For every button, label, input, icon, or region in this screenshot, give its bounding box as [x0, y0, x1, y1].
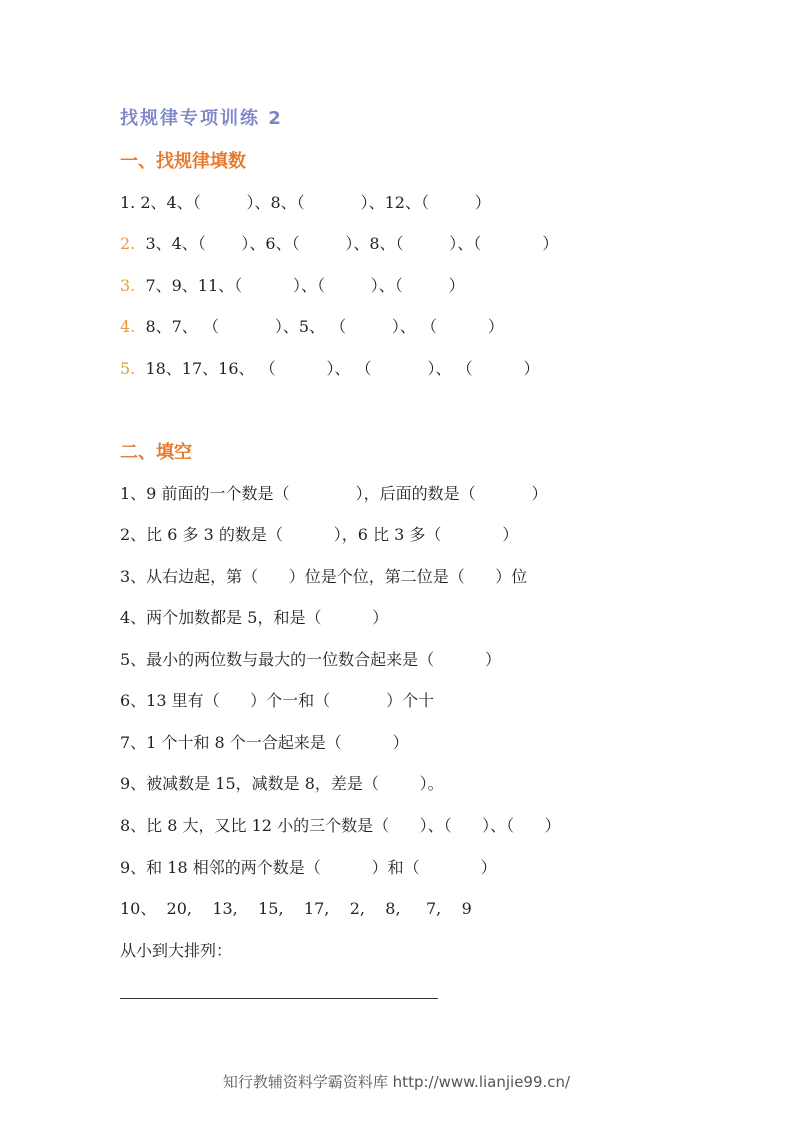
section-heading-fill-blank: 二、填空 — [120, 442, 192, 463]
question-number: 1. — [120, 193, 136, 212]
question-text: 3、4、（ ）、6、（ ）、8、（ ）、（ ） — [135, 234, 559, 253]
footer-watermark: 知行教辅资料学霸资料库 http://www.lianjie99.cn/ — [222, 1073, 571, 1091]
fill-question-3: 3、从右边起，第（ ）位是个位，第二位是（ ）位 — [120, 567, 528, 586]
fill-question-7: 7、1 个十和 8 个一合起来是（ ） — [120, 733, 409, 752]
fill-question-4: 4、两个加数都是 5，和是（ ） — [120, 608, 389, 627]
pattern-question-1 — [120, 190, 491, 213]
pattern-question-2 — [120, 231, 558, 254]
question-text: 7、9、11、（ ）、（ ）、（ ） — [135, 276, 465, 295]
fill-question-5: 5、最小的两位数与最大的一位数合起来是（ ） — [120, 650, 502, 669]
fill-question-1: 1、9 前面的一个数是（ ），后面的数是（ ） — [120, 484, 548, 503]
page-title: 找规律专项训练 2 — [120, 108, 283, 129]
pattern-question-5 — [120, 356, 539, 379]
pattern-question-3 — [120, 273, 465, 296]
question-number: 3. — [120, 276, 136, 295]
question-text: 8、7、 （ ）、5、 （ ）、 （ ） — [135, 317, 504, 336]
number-list: 10、 20, 13, 15, 17, 2, 8, 7, 9 — [120, 899, 472, 918]
sort-instruction: 从小到大排列： — [120, 941, 233, 960]
fill-question-2: 2、比 6 多 3 的数是（ ），6 比 3 多（ ） — [120, 525, 519, 544]
question-text: 18、17、16、 （ ）、 （ ）、 （ ） — [135, 359, 540, 378]
fill-question-6: 6、13 里有（ ）个一和（ ）个十 — [120, 691, 435, 710]
answer-line — [120, 998, 438, 999]
pattern-question-4 — [120, 314, 504, 337]
question-number: 5. — [120, 359, 136, 378]
section-heading-pattern: 一、找规律填数 — [120, 151, 246, 172]
fill-question-8: 9、被减数是 15，减数是 8，差是（ ）。 — [120, 774, 444, 793]
question-text: 2、4、（ ）、8、（ ）、12、（ ） — [135, 193, 491, 212]
fill-question-9: 8、比 8 大，又比 12 小的三个数是（ ）、（ ）、（ ） — [120, 816, 561, 835]
fill-question-10: 9、和 18 相邻的两个数是（ ）和（ ） — [120, 858, 497, 877]
question-number: 4. — [120, 317, 136, 336]
question-number: 2. — [120, 234, 136, 253]
